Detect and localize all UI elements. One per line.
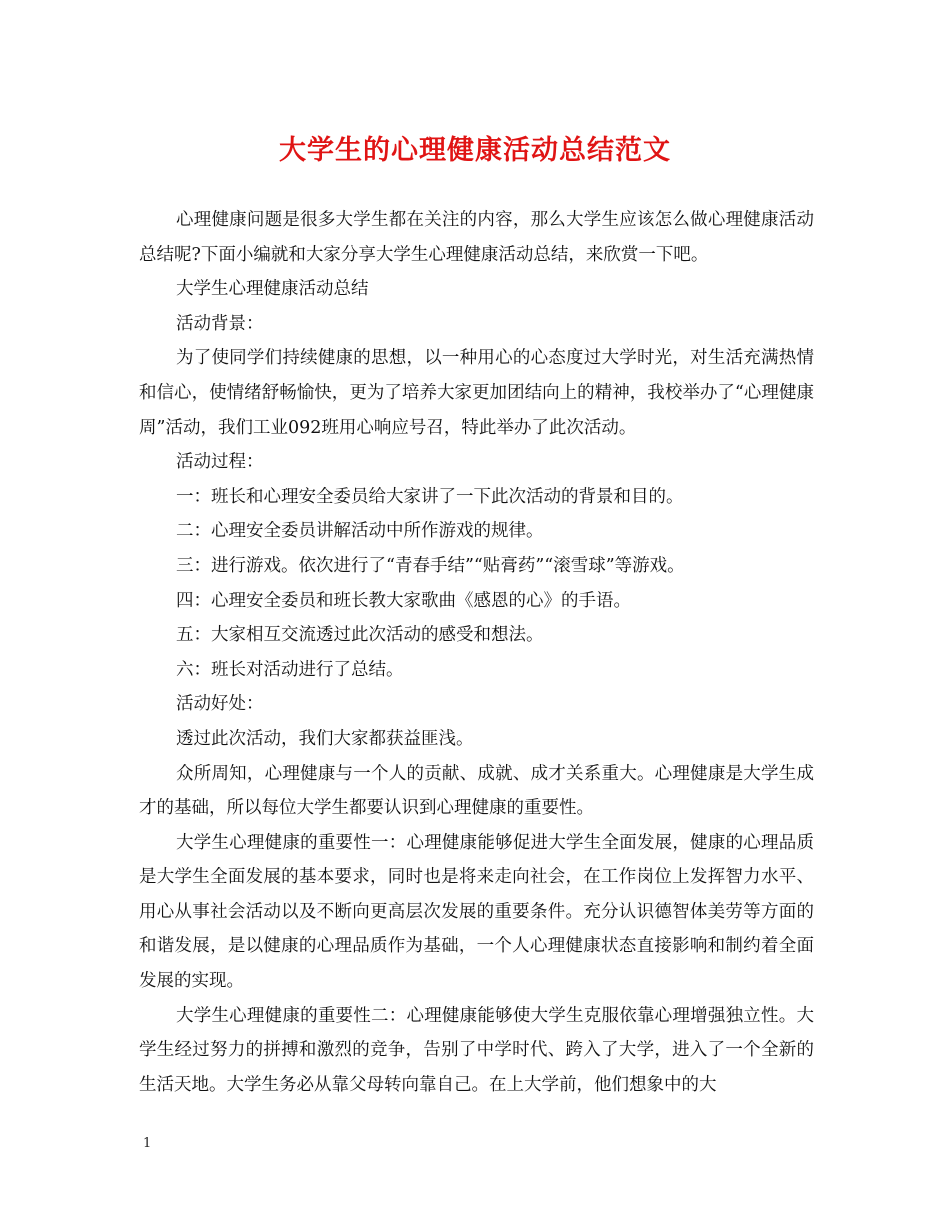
paragraph-background-heading: 活动背景： <box>176 313 264 334</box>
document-title: 大学生的心理健康活动总结范文 <box>279 135 671 166</box>
paragraph-step-6: 六：班长对活动进行了总结。 <box>176 659 404 680</box>
paragraph-subtitle: 大学生心理健康活动总结 <box>176 279 369 300</box>
paragraph-step-1: 一：班长和心理安全委员给大家讲了一下此次活动的背景和目的。 <box>176 486 684 507</box>
paragraph-background: 为了使同学们持续健康的思想，以一种用心的心态度过大学时光，对生活充满热情和信心，使情绪舒畅愉快，更为了培养大家更加团结向上的精神，我校举办了“心理健康周”活动，我们工业092班用心响应号召，特此举办了此次活动。 <box>139 348 814 438</box>
paragraph-benefit: 透过此次活动，我们大家都获益匪浅。 <box>176 728 474 749</box>
paragraph-importance-2: 大学生心理健康的重要性二：心理健康能够使大学生克服依靠心理增强独立性。大学生经过努力的拼搏和激烈的竞争，告别了中学时代、跨入了大学，进入了一个全新的生活天地。大学生务必从靠父母转向靠自己。在上大学前，他们想象中的大 <box>139 1005 814 1095</box>
paragraph-step-4: 四：心理安全委员和班长教大家歌曲《感恩的心》的手语。 <box>176 590 631 611</box>
document-body <box>139 203 814 1102</box>
paragraph-intro: 心理健康问题是很多大学生都在关注的内容，那么大学生应该怎么做心理健康活动总结呢?下面小编就和大家分享大学生心理健康活动总结，来欣赏一下吧。 <box>139 210 814 265</box>
paragraph-importance-1: 大学生心理健康的重要性一：心理健康能够促进大学生全面发展，健康的心理品质是大学生全面发展的基本要求，同时也是将来走向社会，在工作岗位上发挥智力水平、用心从事社会活动以及不断向更高层次发展的重要条件。充分认识德智体美劳等方面的和谐发展，是以健康的心理品质作为基础，一个人心理健康状态直接影响和制约着全面发展的实现。 <box>139 832 814 992</box>
page-number: 1 <box>143 1136 152 1151</box>
paragraph-general: 众所周知，心理健康与一个人的贡献、成就、成才关系重大。心理健康是大学生成才的基础，所以每位大学生都要认识到心理健康的重要性。 <box>139 763 814 819</box>
paragraph-step-3: 三：进行游戏。依次进行了“青春手结”“贴膏药”“滚雪球”等游戏。 <box>176 555 685 576</box>
paragraph-step-5: 五：大家相互交流透过此次活动的感受和想法。 <box>176 625 544 646</box>
paragraph-benefit-heading: 活动好处： <box>176 694 264 715</box>
paragraph-process-heading: 活动过程： <box>176 452 264 473</box>
paragraph-step-2: 二：心理安全委员讲解活动中所作游戏的规律。 <box>176 521 544 542</box>
